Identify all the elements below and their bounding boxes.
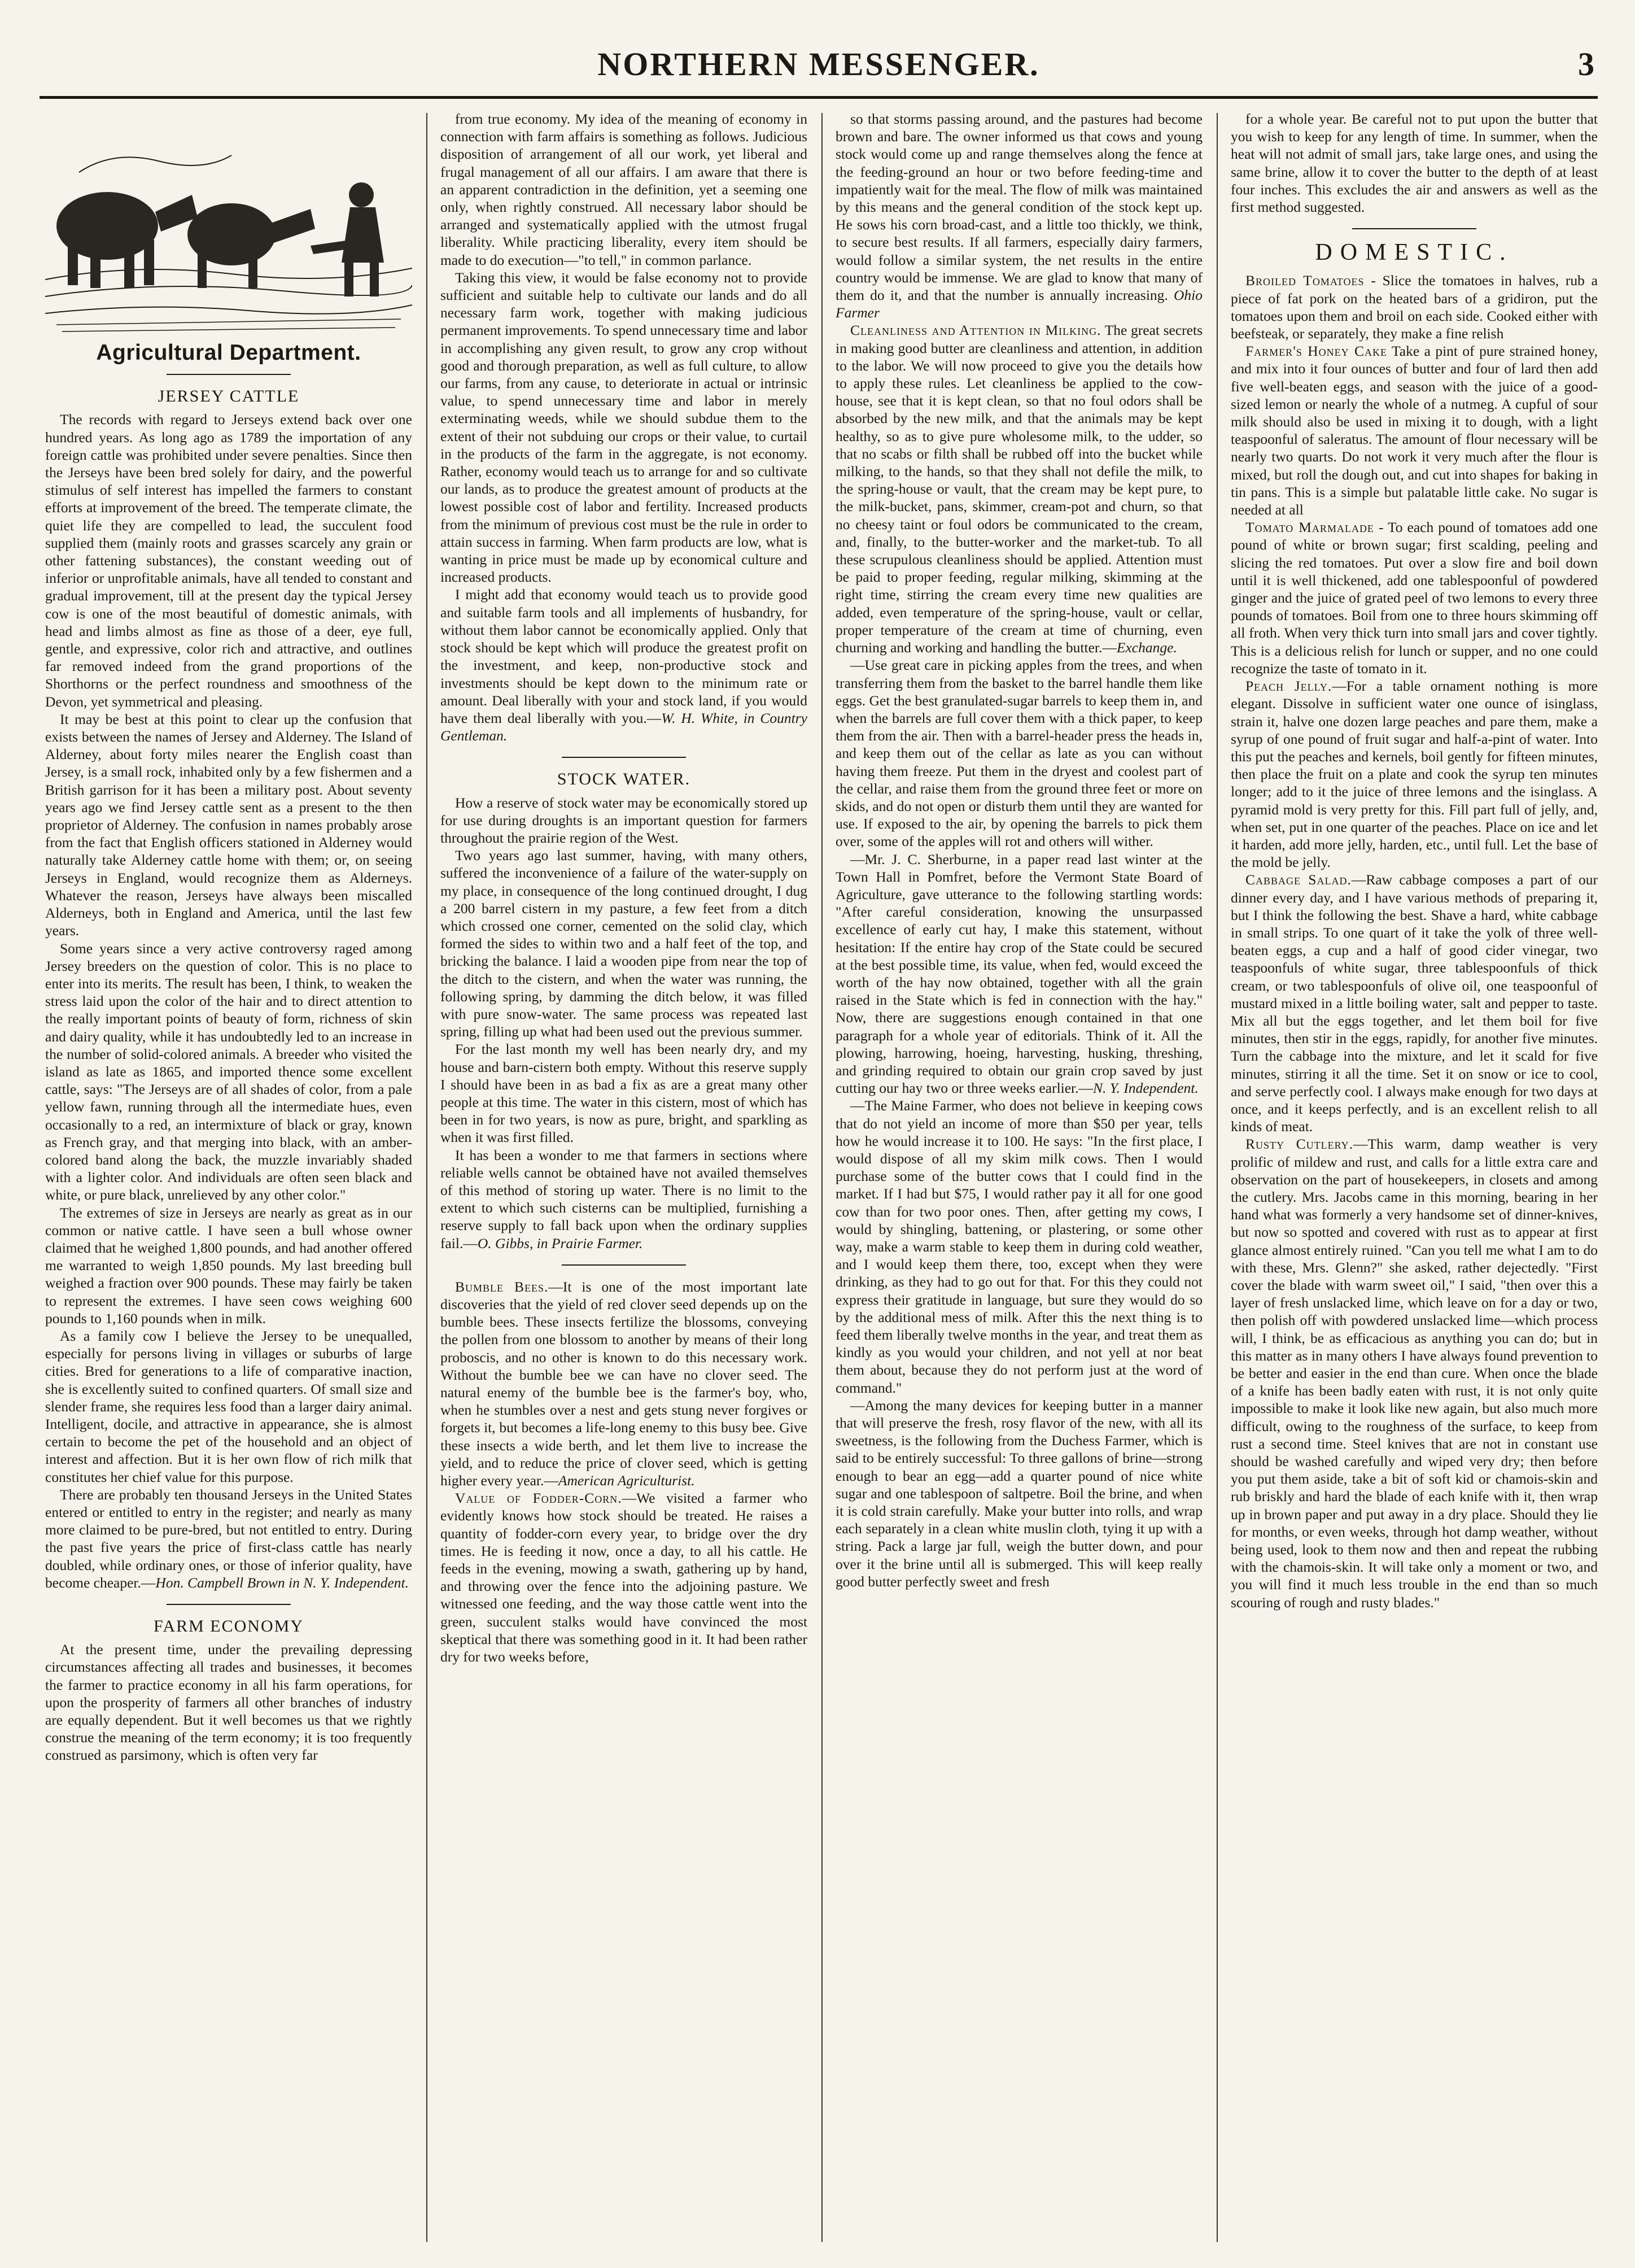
article-source: Exchange. xyxy=(1116,639,1177,656)
article-paragraph: At the present time, under the prevailing depressing circumstances affecting all trades and businesses, it becomes the farmer to practice economy in all his farm operations, for upon the prosperity of farmers all other branches of industry are equally dependent. But it well becomes us that we rightly construe the meaning of the term economy; it is too frequently construed as parsimony, which is often very far xyxy=(45,1641,412,1764)
article-source: Ohio Farmer xyxy=(836,287,1203,321)
newspaper-title: NORTHERN MESSENGER. xyxy=(597,46,1040,82)
recipe-paragraph xyxy=(1231,871,1598,1135)
article-paragraph: The records with regard to Jerseys extend back over one hundred years. As long ago as 1789 the importation of any foreign cattle was prohibited under severe penalties. Since then the Jerseys have been bred solely for dairy, and the powerful stimulus of self interest has impelled the farmers to constant efforts at improvement of the breed. The temperate climate, the quiet life they are compelled to lead, the succulent food supplied them (mainly roots and grasses scarcely any grain or other fattening substances), the constant weeding out of inferior or unprofitable animals, have all tended to constant and gradual improvement, till at the present day the typical Jersey cow is one of the most beautiful of domestic animals, with head and limbs almost as fine as those of a deer, eye full, gentle, and expressive, color rich and attractive, and outlines far removed indeed from the grand proportions of the Shorthorns or the perfect roundness and smoothness of the Devon, yet symmetrical and pleasing. xyxy=(45,411,412,710)
recipe-text: —For a table ornament nothing is more elegant. Dissolve in sufficient water one ounce of isinglass, strain it, halve one dozen large peaches and pare them, make a syrup of one pound of fruit sugar and half-a-pint of water. Into this put the peaches and kernels, boil gently for fifteen minutes, then place the fruit on a plate and cook the syrup ten minutes longer; add to it the juice of three lemons and the isinglass. A pyramid mold is very pretty for this. Fill part full of jelly, and, when set, put in one quarter of the peaches. Place on ice and let it harden, add more jelly, harden, etc., until full. Let the base of the mold be jelly. xyxy=(1231,678,1598,871)
recipe-title: Farmer's Honey Cake xyxy=(1245,343,1388,360)
article-paragraph: Two years ago last summer, having, with many others, suffered the inconvenience of a failure of the water-supply on my place, in consequence of the long continued drought, I dug a 200 barrel cistern in my pasture, a few feet from a ditch which crossed one corner, cemented on the solid clay, which formed the sides to within two and a half feet of the top, and bricking the balance. I laid a wooden pipe from near the top of the ditch to the cistern, and when the water was running, the following spring, by damming the ditch below, it was filled with pure snow-water. The same process was repeated last spring, filling up what had been used out the previous summer. xyxy=(440,847,807,1040)
article-paragraph: —Mr. J. C. Sherburne, in a paper read last winter at the Town Hall in Pomfret, before the Vermont State Board of Agriculture, gave utterance to the following startling words: "After careful consideration, knowing the unsurpassed excellence of early cut hay, I make this statement, without hesitation: If the entire hay crop of the State could be secured at the best possible time, its value, when fed, would exceed the worth of the hay now obtained, together with all the grain raised in the State which is fed in connection with the hay." Now, there are suggestions enough contained in that one paragraph for a whole year of editorials. Think of it. All the plowing, harrowing, hoeing, harvesting, husking, threshing, and grinding required to obtain our grain crop saved by just cutting our hay two or three weeks earlier.—N. Y. Independent. xyxy=(836,851,1203,1097)
recipe-text: —Raw cabbage composes a part of our dinner every day, and I have various methods of preparing it, but I think the following the best. Shave a hard, white cabbage in small strips. To one quart of it take the yolk of three well-beaten eggs, a cup and a half of good cider vinegar, two teaspoonfuls of white sugar, three tablespoonfuls of thick cream, or two tablespoonfuls of olive oil, one teaspoonful of mustard mixed in a little boiling water, salt and pepper to taste. Mix all but the eggs together, and let them boil for five minutes, then stir in the eggs, rapidly, for another five minutes. Turn the cabbage into the mixture, and let it scald for five minutes, stirring it all the time. Set it on snow or ice to cool, and serve perfectly cool. I always make enough for two days at once, and it keeps perfectly, and is an excellent relish to all kinds of meat. xyxy=(1231,871,1598,1135)
section-divider xyxy=(167,1604,291,1605)
recipe-paragraph xyxy=(1231,1135,1598,1611)
section-heading: FARM ECONOMY xyxy=(154,1617,304,1636)
article-text: —We visited a farmer who evidently knows how stock should be treated. He raises a quantity of fodder-corn every year, to bridge over the dry times. He is feeding it now, once a day, to all his cattle. He feeds in the evening, mowing a swath, gathering up by hand, and throwing over the fence into the adjoining pasture. We witnessed one feeding, and the way those cattle went into the green, succulent stalks would have convinced the most skeptical that there was something good in it. It had been rather dry for two weeks before, xyxy=(440,1490,807,1665)
column-4 xyxy=(1231,110,1598,2245)
article-paragraph: from true economy. My idea of the meaning of economy in connection with farm affairs is something as follows. Judicious disposition of arrangement of all our work, yet liberal and frugal management of all our affairs. I am aware that there is an apparent contradiction in the definition, yet a seeming one only, when rightly construed. All necessary labor should be arranged and systematically applied with the utmost frugal liberality. While practicing liberality, every item should be made to do execution—"to tell," in common parlance. xyxy=(440,111,807,268)
section-divider xyxy=(562,757,686,758)
article-text: —Mr. J. C. Sherburne, in a paper read last winter at the Town Hall in Pomfret, before the Vermont State Board of Agriculture, gave utterance to the following startling words: "After careful consideration, knowing the unsurpassed excellence of early cut hay, I make this statement, without hesitation: If the entire hay crop of the State could be secured at the best possible time, its value, when fed, would exceed the worth of the hay now obtained, together with all the grain raised in the State which is fed in connection with the hay." Now, there are suggestions enough contained in that one paragraph for a whole year of editorials. Think of it. All the plowing, harrowing, hoeing, harvesting, husking, threshing, and grinding required to obtain our grain crop saved by just cutting our hay two or three weeks earlier. xyxy=(836,851,1203,1097)
article-paragraph: —Among the many devices for keeping butter in a manner that will preserve the fresh, rosy flavor of the new, with all its sweetness, is the following from the Duchess Farmer, which is said to be entirely successful: To three gallons of brine—strong enough to bear an egg—add a quarter pound of nice white sugar and one tablespoon of saltpetre. Boil the brine, and when it is cold strain carefully. Make your butter into rolls, and wrap each separately in a clean white muslin cloth, tying it up with a string. Pack a large jar full, weigh the butter down, and pour over it the brine until all is submerged. This will keep really good butter perfectly sweet and fresh xyxy=(836,1397,1203,1590)
recipe-text: - Slice the tomatoes in halves, rub a piece of fat pork on the heated bars of a gridiron, put the tomatoes upon them and broil on each side. Cooked either with beefsteak, or separately, they make a fine relish xyxy=(1231,272,1598,342)
department-title: Agricultural Department. xyxy=(96,341,361,365)
recipe-paragraph xyxy=(1231,518,1598,677)
article-text: so that storms passing around, and the pastures had become brown and bare. The owner informed us that cows and young stock would come up and range themselves along the fence at the feeding-ground an hour or two before feeding-time and impatiently wait for the meal. The flow of milk was maintained by this means and the general condition of the stock kept up. He sows his corn broad-cast, and a little too thickly, we think, to secure best results. If all farmers, especially dairy farmers, would follow a similar system, the net results in the entire country would be immense. We are glad to know that many of them do it, and that the number is annually increasing. xyxy=(836,111,1203,304)
section-heading: DOMESTIC. xyxy=(1315,239,1514,266)
recipe-paragraph xyxy=(1231,677,1598,871)
article-paragraph: As a family cow I believe the Jersey to be unequalled, especially for persons living in villages or suburbs of large cities. Bred for generations to a life of comparative inaction, she is excellently suited to confined quarters. Of small size and slender frame, she requires less food than a larger dairy animal. Intelligent, docile, and attractive in appearance, she is almost certain to become the pet of the household and an object of interest and affection. But it is her own flow of rich milk that constitutes her chief value for this purpose. xyxy=(45,1327,412,1485)
article-paragraph: Bumble Bees.—It is one of the most important late discoveries that the yield of red clover seed depends up on the bumble bees. These insects fertilize the blossoms, conveying the pollen from one blossom to another by means of their long proboscis, and no other is known to do this necessary work. Without the bumble bee we can have no clover seed. The natural enemy of the bumble bee is the farmer's boy, who, when he stumbles over a nest and gets stung never forgives or forgets it, but becomes a life-long enemy to this busy bee. Give these insects a wide berth, and let them live to increase the yield, and to reduce the price of clover seed, which is getting higher every year.—American Agriculturist. xyxy=(440,1278,807,1489)
paragraph-lead: Value of Fodder-Corn. xyxy=(455,1490,622,1507)
column-rule xyxy=(1217,113,1218,2242)
section-divider xyxy=(1352,228,1476,229)
article-source: American Agriculturist. xyxy=(558,1472,695,1489)
article-paragraph: Some years since a very active controversy raged among Jersey breeders on the question of color. This is no place to enter into its merits. The result has been, I think, to weaken the stress laid upon the color of the hair and to direct attention to the really important points of beauty of form, richness of skin and dairy quality, while it has undoubtedly led to an increase in the number of solid-colored animals. A breeder who visited the island as late as 1865, and imported thence some excellent cattle, says: "The Jerseys are of all shades of color, from a pale yellow fawn, running through all the intermediate hues, even occasionally to a red, an intermixture of black or gray, known as French gray, and that merging into black, with an amber-colored band along the back, the muzzle invariably shaded with a lighter color. And individuals are often seen black and white, or pure black, unrelieved by any other color." xyxy=(45,940,412,1203)
recipe-title: Tomato Marmalade xyxy=(1245,519,1374,536)
column-3 xyxy=(836,110,1203,2245)
article-source: O. Gibbs, in Prairie Farmer. xyxy=(477,1235,643,1251)
article-paragraph: Taking this view, it would be false economy not to provide sufficient and suitable help to cultivate our lands and do all necessary farm work, together with making judicious permanent improvements. To spend unnecessary time and labor in accomplishing any given result, to grow any crop without good and thorough preparation, as well as full culture, to allow our farms, from any cause, to deteriorate in actual or intrinsic value, to spend unnecessary time and labor in merely exterminating weeds, while we should subdue them to the extent of their not subduing our crops or their value, to curtail in the products of the farm in the aggregate, is not economy. Rather, economy would teach us to arrange for and so cultivate our lands, as to produce the greatest amount of products at the lowest possible cost of labor and fertility. Increased products from the minimum of previous cost must be the rule in order to attain success in farming. When farm products are low, what is wanting in price must be made up by economical culture and increased products. xyxy=(440,269,807,586)
article-paragraph: For the last month my well has been nearly dry, and my house and barn-cistern both empty. Without this reserve supply I should have been in as bad a fix as are a great many other people at this time. The water in this cistern, most of which has been in for two years, is now as pure, bright, and sparkling as when it was first filled. xyxy=(440,1041,807,1146)
section-divider xyxy=(562,1264,686,1266)
article-paragraph: Cleanliness and Attention in Milking. The great secrets in making good butter are cleanliness and attention, in addition to the labor. We will now proceed to give you the details how to apply these rules. Let cleanliness be applied to the cow-house, see that it is kept clean, so that no foul odors shall be absorbed by the new milk, and that the animals may be kept healthy, so as to give pure wholesome milk, to the udder, so that no scabs or filth shall be rubbed off into the bucket while milking, to the hands, so that they shall not defile the milk, to the spring-house or vault, that the cream may be kept pure, to the milk-bucket, pans, skimmer, cream-pot and churn, so that no cheesy taint or foul odors be communicated to the cream, and, finally, to the butter-worker and the market-tub. To all these scrupulous cleanliness should be applied. Attention must be paid to proper feeding, regular milking, skimming at the right time, stirring the cream every time new qualities are added, even temperature of the spring-house, vault or cellar, proper temperature of the cream at time of churning, even churning and working and handling the butter.—Exchange. xyxy=(836,322,1203,656)
article-paragraph: for a whole year. Be careful not to put upon the butter that you wish to keep for any length of time. In summer, when the heat will not admit of small jars, take large ones, and using the same brine, allow it to cover the butter to the depth of at least four inches. This excludes the air and answers as well as the first method suggested. xyxy=(1231,111,1598,216)
article-text: I might add that economy would teach us to provide good and suitable farm tools and all implements of husbandry, for without them labor cannot be economically applied. Only that stock should be kept which will produce the greatest profit on the investment, and keep, non-productive stock and investments should be kept down to the minimum rate or amount. Deal liberally with your and stock land, if you would have them deal liberally with you. xyxy=(440,586,807,726)
column-rule xyxy=(821,113,823,2242)
article-paragraph: —Use great care in picking apples from the trees, and when transferring them from the basket to the barrel handle them like eggs. Get the best granulated-sugar barrels to keep them in, and when the barrels are full cover them with a thick paper, to keep them from the air. Then with a barrel-header press the heads in, and keep them out of the cellar as late as you can without having them freeze. Put them in the dryest and coolest part of the cellar, and raise them from the ground three feet or more on skids, and do not open or disturb them until they are wanted for use. If exposed to the air, by opening the barrels to pick them over, some of the apples will rot and others will wither. xyxy=(836,657,1203,850)
masthead xyxy=(40,34,1598,99)
recipe-title: Broiled Tomatoes xyxy=(1245,272,1365,289)
section-heading: JERSEY CATTLE xyxy=(158,387,300,406)
article-source: Hon. Campbell Brown in N. Y. Independent. xyxy=(155,1574,409,1591)
column-1 xyxy=(45,110,412,2245)
recipe-text: Take a pint of pure strained honey, and mix into it four ounces of butter and four of lard then add five well-beaten eggs, and season with the juice of a good-sized lemon or nearly the whole of a nutmeg. A cupful of sour milk should also be used in mixing it to dough, with a light teaspoonful of saleratus. The amount of flour necessary will be nearly two quarts. Do not work it very much after the flour is mixed, but roll the dough out, and cut into shapes for baking in tin pans. This is a simple but palatable little cake. No sugar is needed at all xyxy=(1231,343,1598,518)
section-heading: STOCK WATER. xyxy=(557,770,691,789)
article-source: N. Y. Independent. xyxy=(1093,1080,1199,1097)
article-text: —It is one of the most important late discoveries that the yield of red clover seed depends up on the bumble bees. These insects fertilize the blossoms, conveying the pollen from one blossom to another by means of their long proboscis, and no other is known to do this necessary work. Without the bumble bee we can have no clover seed. The natural enemy of the bumble bee is the farmer's boy, who, when he stumbles over a nest and gets stung never forgives or forgets it, but becomes a life-long enemy to this busy bee. Give these insects a wide berth, and let them live to increase the yield, and to reduce the price of clover seed, which is getting higher every year. xyxy=(440,1278,807,1489)
recipe-text: —This warm, damp weather is very prolific of mildew and rust, and calls for a little extra care and observation on the part of housekeepers, in closets and among the cutlery. Mrs. Jacobs came in this morning, bearing in her hand what was formerly a very handsome set of dinner-knives, but now so spotted and covered with rust as to appear at first glance almost entirely ruined. "Can you tell me what I am to do with these, Mrs. Glenn?" she asked, rather dejectedly. "First cover the blade with warm sweet oil," I said, "then over this a layer of fresh unslacked lime, which leave on for a day or two, then polish off with powdered unslacked lime—which process will, I think, be as efficacious as anything you can do; but in this matter as in many others I have always found prevention to be better and easier in the end than cure. When once the blade of a knife has been badly eaten with rust, it is not only quite impossible to make it look like new again, but also much more difficult, owing to the roughness of the surface, to keep from rust a second time. Steel knives that are not in constant use should be washed carefully and wiped very dry; then before you put them aside, take a bit of soft kid or chamois-skin and rub briskly and hard the blade of each knife with it, then wrap up in brown paper and put away in a dry place. Should they lie for months, or even weeks, through hot damp weather, without being used, look to them now and then and repeat the rubbing with the chamois-skin. It will take only a moment or two, and you will find it much less trouble in the end than so much scouring of rough and rusty blades." xyxy=(1231,1136,1598,1611)
article-source: W. H. White, in Country Gentleman. xyxy=(440,709,807,744)
article-paragraph: How a reserve of stock water may be economically stored up for use during droughts is an important question for farmers throughout the prairie region of the West. xyxy=(440,794,807,846)
section-divider xyxy=(167,374,291,375)
column-rule xyxy=(426,113,427,2242)
page-number: 3 xyxy=(1578,46,1594,82)
recipe-title: Cabbage Salad. xyxy=(1245,871,1352,888)
article-text: It has been a wonder to me that farmers in sections where reliable wells cannot be obtained have not availed themselves of this method of storing up water. There is no limit to the extent to which such cisterns can be multiplied, furnishing a reserve supply to fall back upon when the ordinary supplies fail. xyxy=(440,1146,807,1251)
paragraph-lead: Cleanliness and Attention in Milking. xyxy=(850,322,1101,339)
article-text: There are probably ten thousand Jerseys in the United States entered or entitled to entry in the register; and nearly as many more claimed to be pure-bred, but not entitled to entry. During the past five years the price of first-class cattle has nearly doubled, while ordinary ones, or those of inferior quality, have become cheaper. xyxy=(45,1486,412,1591)
article-text: The great secrets in making good butter are cleanliness and attention, in addition to the labor. We will now proceed to give you the details how to apply these rules. Let cleanliness be applied to the cow-house, see that it is kept clean, so that no foul odors shall be absorbed by the new milk, and that the animals may be kept healthy, so as to give pure wholesome milk, to the udder, so that no scabs or filth shall be rubbed off into the bucket while milking, to the hands, so that they shall not defile the milk, to the spring-house or vault, that the cream may be kept pure, to the milk-bucket, pans, skimmer, cream-pot and churn, so that no cheesy taint or foul odors be communicated to the cream, and, finally, to the butter-worker and the market-tub. To all these scrupulous cleanliness should be applied. Attention must be paid to proper feeding, regular milking, skimming at the right time, stirring the cream every time new qualities are added, even temperature of the spring-house, vault or cellar, proper temperature of the cream at time of churning, even churning and working and handling the butter. xyxy=(836,322,1203,656)
article-paragraph: There are probably ten thousand Jerseys in the United States entered or entitled to entry in the register; and nearly as many more claimed to be pure-bred, but not entitled to entry. During the past five years the price of first-class cattle has nearly doubled, while ordinary ones, or those of inferior quality, have become cheaper.—Hon. Campbell Brown in N. Y. Independent. xyxy=(45,1486,412,1591)
recipe-paragraph xyxy=(1231,342,1598,518)
paragraph-lead: Bumble Bees. xyxy=(455,1278,549,1295)
farm-plowing-engraving xyxy=(45,110,412,336)
article-paragraph xyxy=(836,110,1203,321)
recipe-paragraph xyxy=(1231,272,1598,342)
column-2 xyxy=(440,110,807,2245)
article-paragraph: —The Maine Farmer, who does not believe in keeping cows that do not yield an income of more than $50 per year, tells how he would increase it to 100. He says: "In the first place, I would dispose of all my skim milk cows. Then I would purchase some of the butter cows that I could find in the market. If I had but $75, I would rather pay it all for one good cow than for two poor ones. Then, after getting my cows, I would by shingling, battening, or plastering, or some other way, make a warm stable to keep them in during cold weather, and I would keep them there, too, except when they were drinking, as they had to go out for that. For this they could not express their gratitude in language, but sure they would do so by the additional mess of milk. After this the next thing is to feed them liberally twelve months in the year, and treat them as kindly as you would your children, and not yell at nor beat them about, because they do not perform just at the word of command." xyxy=(836,1097,1203,1396)
recipe-title: Peach Jelly. xyxy=(1245,678,1332,695)
article-paragraph: I might add that economy would teach us to provide good and suitable farm tools and all implements of husbandry, for without them labor cannot be economically applied. Only that stock should be kept which will produce the greatest profit on the investment, and keep, non-productive stock and investments should be kept down to the minimum rate or amount. Deal liberally with your and stock land, if you would have them deal liberally with you.—W. H. White, in Country Gentleman. xyxy=(440,586,807,744)
article-paragraph: It may be best at this point to clear up the confusion that exists between the names of Jersey and Alderney. The Island of Alderney, about forty miles nearer the English coast than Jersey, is a small rock, inhabited only by a few fishermen and a British garrison for it has been a military post. About seventy years ago we find Jersey cattle sent as a present to the then proprietor of Alderney. The confusion in names probably arose from the fact that English officers stationed in Alderney would naturally take Alderney cattle home with them; or, on seeing Jerseys in England, would recognize them as Alderneys. Whatever the reason, Jerseys have always been miscalled Alderneys, both in England and America, until the last few years. xyxy=(45,710,412,939)
recipe-title: Rusty Cutlery. xyxy=(1245,1136,1354,1153)
recipe-text: - To each pound of tomatoes add one pound of white or brown sugar; first scalding, peeling and slicing the red tomatoes. Put over a slow fire and boil down until it is well thickened, add one tablespoonful of powdered ginger and the juice of grated peel of two lemons to every three pounds of tomatoes. Boil from one to three hours skimming off all froth. When very thick turn into small jars and cover tightly. This is a delicious relish for lunch or supper, and no one could recognize the taste of tomato in it. xyxy=(1231,519,1598,677)
article-paragraph: The extremes of size in Jerseys are nearly as great as in our common or native cattle. I have seen a bull whose owner claimed that he weighed 1,800 pounds, and had another offered me warranted to weigh 1,850 pounds. My last breeding bull weighed a fraction over 900 pounds. These may fairly be taken to represent the extremes. I have seen cows weighing 600 pounds to 1,160 pounds when in milk. xyxy=(45,1204,412,1327)
article-paragraph xyxy=(440,1489,807,1665)
article-paragraph: It has been a wonder to me that farmers in sections where reliable wells cannot be obtained have not availed themselves of this method of storing up water. There is no limit to the extent to which such cisterns can be multiplied, furnishing a reserve supply to fall back upon when the ordinary supplies fail.—O. Gibbs, in Prairie Farmer. xyxy=(440,1146,807,1251)
